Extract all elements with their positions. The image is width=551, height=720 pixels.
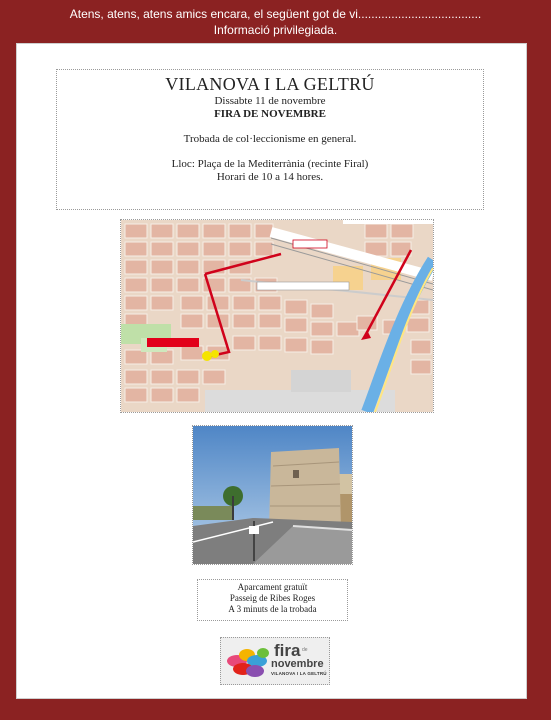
- logo-blobs-icon: [223, 639, 273, 685]
- parking-title: Aparcament gratuït: [237, 582, 308, 592]
- map-image: [121, 220, 433, 412]
- parking-distance: A 3 minuts de la trobada: [228, 604, 317, 614]
- tower-photo-image: [193, 426, 352, 564]
- fira-de-novembre-logo: [220, 637, 330, 685]
- logo-word-novembre: novembre: [271, 658, 324, 670]
- parking-info-box: [197, 579, 348, 621]
- location-map: [120, 219, 434, 413]
- event-name: FIRA DE NOVEMBRE: [214, 108, 326, 120]
- event-place: Lloc: Plaça de la Mediterrània (recinte Firal): [171, 158, 369, 170]
- header-banner: [0, 6, 551, 38]
- logo-word-fira: fira: [274, 641, 301, 660]
- logo-word-de: de: [302, 647, 308, 653]
- event-city: VILANOVA I LA GELTRÚ: [165, 74, 375, 94]
- header-line-2: Informació privilegiada.: [213, 23, 338, 37]
- tower-photo: [192, 425, 353, 565]
- content-page: [16, 43, 527, 699]
- event-description: Trobada de col·leccionisme en general.: [183, 133, 357, 145]
- event-date: Dissabte 11 de novembre: [214, 95, 326, 107]
- logo-place: VILANOVA I LA GELTRÚ: [271, 671, 327, 676]
- header-line-1: Atens, atens, atens amics encara, el següent got de vi.....................................: [69, 7, 482, 21]
- event-info-box: [56, 69, 484, 210]
- parking-street: Passeig de Ribes Roges: [229, 593, 316, 603]
- event-hours: Horari de 10 a 14 hores.: [216, 171, 324, 183]
